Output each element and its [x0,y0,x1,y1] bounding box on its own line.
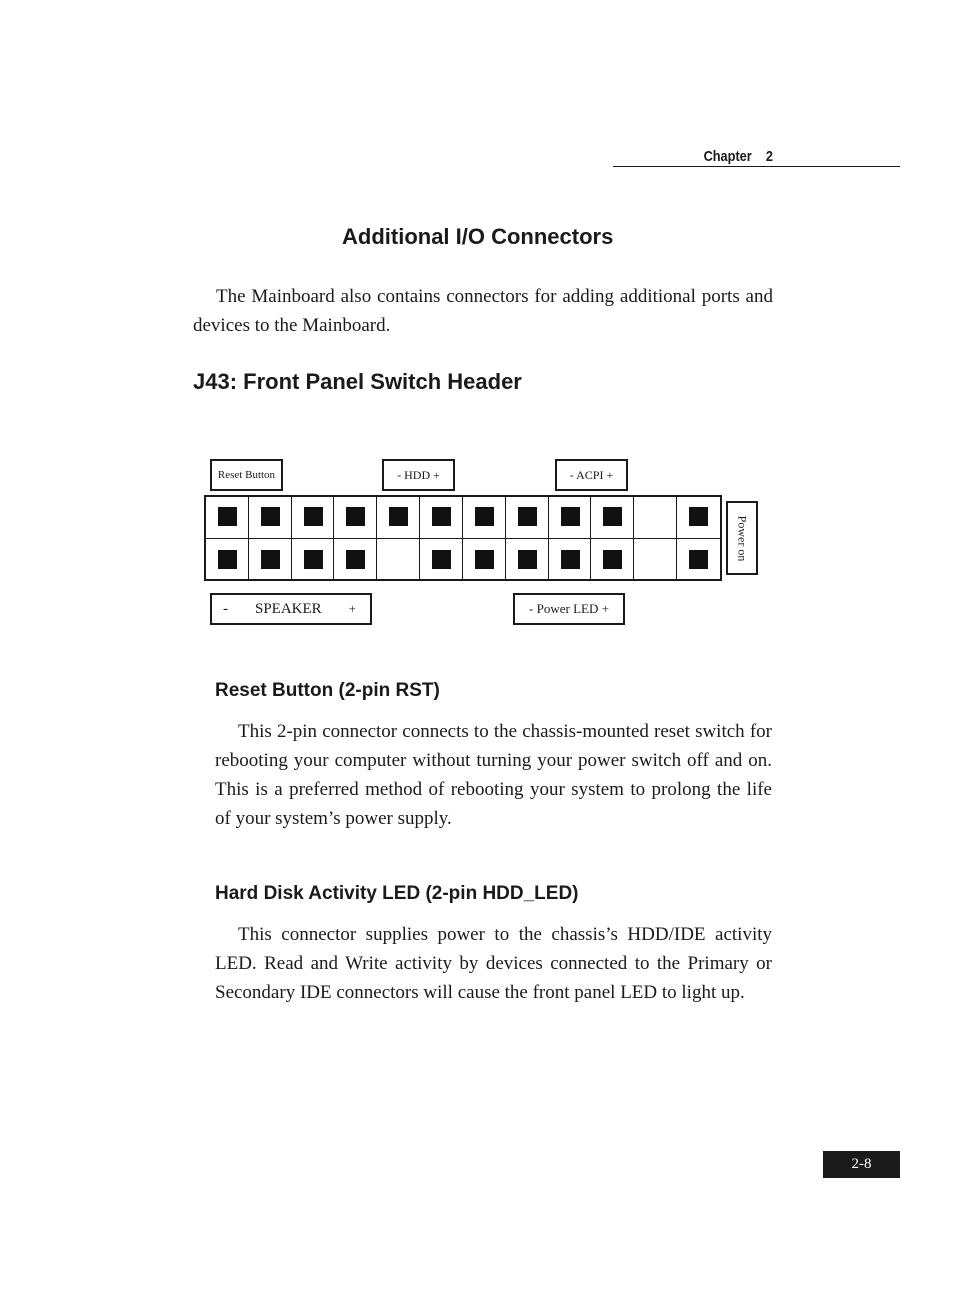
hdd-label: - HDD + [382,459,455,491]
power-led-label: - Power LED + [513,593,625,625]
pin-header-grid [204,495,722,581]
pin [218,507,237,526]
pin [346,507,365,526]
pin [603,507,622,526]
hdd-led-paragraph: This connector supplies power to the chassis’s HDD/IDE activity LED. Read and Write activity by devices connected to the Primary or Secondary IDE connectors will cause the front panel LED to light up. [215,924,772,1003]
pin [304,507,323,526]
pin [689,550,708,569]
pin [261,550,280,569]
speaker-text: SPEAKER [254,600,322,617]
pin [518,507,537,526]
acpi-label: - ACPI + [555,459,628,491]
pin [261,507,280,526]
chapter-rule [613,166,900,167]
power-on-text: Power on [735,515,750,561]
pin-column-divider [634,497,677,579]
pin [689,507,708,526]
pin [518,550,537,569]
chapter-label: Chapter 2 [703,148,773,165]
pin [389,507,408,526]
j43-title: J43: Front Panel Switch Header [193,369,522,394]
pin [304,550,323,569]
pin [432,550,451,569]
power-on-label [726,501,758,575]
intro-paragraph: The Mainboard also contains connectors for adding additional ports and devices to the Mainboard. [193,286,773,336]
pin [603,550,622,569]
reset-button-title: Reset Button (2-pin RST) [215,680,440,701]
speaker-label [210,593,372,625]
pin [475,507,494,526]
page-number: 2-8 [823,1151,900,1178]
pin [432,507,451,526]
pin [346,550,365,569]
pin [475,550,494,569]
speaker-plus: + [348,601,356,616]
pin [561,550,580,569]
section-title: Additional I/O Connectors [342,224,614,249]
reset-button-label: Reset Button [210,459,283,491]
hdd-led-title: Hard Disk Activity LED (2-pin HDD_LED) [215,883,579,904]
pin [561,507,580,526]
speaker-minus: - [223,600,228,617]
pin [218,550,237,569]
reset-button-paragraph: This 2-pin connector connects to the chassis-mounted reset switch for rebooting your computer without turning your power switch off and on. This is a preferred method of rebooting your system to prolong the life of your system’s power supply. [215,721,772,829]
